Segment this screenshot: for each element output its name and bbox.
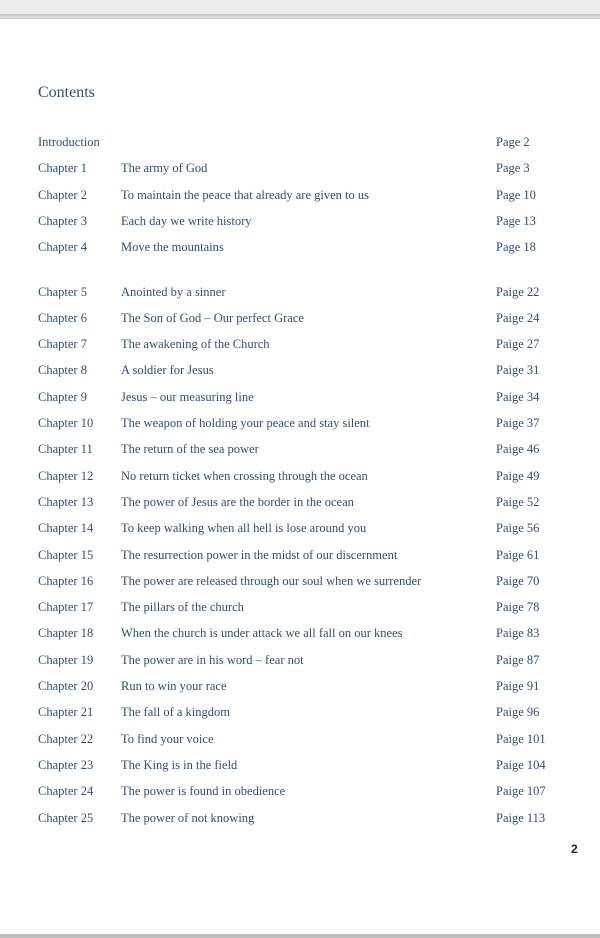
toc-chapter-title: The Son of God – Our perfect Grace <box>121 311 304 325</box>
toc-entry <box>0 545 600 565</box>
toc-chapter-title: The army of God <box>121 161 208 175</box>
toc-entry <box>0 808 600 828</box>
toc-chapter-title: Move the mountains <box>121 240 224 254</box>
toc-page-ref: Paige 83 <box>496 626 540 640</box>
toc-entry <box>0 132 600 152</box>
toc-page-ref: Paige 87 <box>496 653 540 667</box>
toc-chapter-title: Run to win your race <box>121 679 227 693</box>
toc-chapter-label: Chapter 14 <box>38 521 94 535</box>
viewer-top-strip <box>0 0 600 16</box>
toc-page-ref: Paige 49 <box>496 469 540 483</box>
toc-page-ref: Paige 113 <box>496 811 546 825</box>
toc-chapter-title: Each day we write history <box>121 214 252 228</box>
toc-chapter-label: Chapter 10 <box>38 416 94 430</box>
toc-entry <box>0 597 600 617</box>
toc-page-ref: Paige 70 <box>496 574 540 588</box>
toc-entry <box>0 466 600 486</box>
toc-entry <box>0 158 600 178</box>
toc-page-ref: Paige 22 <box>496 285 540 299</box>
toc-chapter-title: The power is found in obedience <box>121 784 286 798</box>
toc-page-ref: Paige 56 <box>496 521 540 535</box>
toc-entry <box>0 360 600 380</box>
toc-page-ref: Page 13 <box>496 214 536 228</box>
viewer-bottom-strip <box>0 934 600 938</box>
toc-entry <box>0 781 600 801</box>
toc-chapter-title: A soldier for Jesus <box>121 363 214 377</box>
toc-page-ref: Page 2 <box>496 135 530 149</box>
toc-entry <box>0 334 600 354</box>
toc-chapter-title: The resurrection power in the midst of our discernment <box>121 548 398 562</box>
toc-chapter-title: The power are released through our soul when we surrender <box>121 574 422 588</box>
toc-entry <box>0 650 600 670</box>
toc-chapter-label: Chapter 19 <box>38 653 94 667</box>
toc-page-ref: Paige 37 <box>496 416 540 430</box>
toc-chapter-title: The weapon of holding your peace and stay silent <box>121 416 370 430</box>
toc-page-ref: Paige 52 <box>496 495 540 509</box>
toc-entry <box>0 571 600 591</box>
toc-entry <box>0 755 600 775</box>
page-title: Contents <box>38 84 95 101</box>
toc-entry <box>0 492 600 512</box>
toc-entry <box>0 702 600 722</box>
toc-entry <box>0 237 600 257</box>
toc-page-ref: Page 3 <box>496 161 530 175</box>
toc-entry <box>0 387 600 407</box>
toc-chapter-title: The fall of a kingdom <box>121 705 230 719</box>
toc-chapter-label: Chapter 8 <box>38 363 87 377</box>
toc-entry <box>0 185 600 205</box>
toc-chapter-title: The awakening of the Church <box>121 337 270 351</box>
toc-chapter-label: Chapter 25 <box>38 811 94 825</box>
toc-chapter-label: Chapter 13 <box>38 495 94 509</box>
toc-entry <box>0 676 600 696</box>
toc-chapter-label: Chapter 16 <box>38 574 94 588</box>
toc-chapter-title: When the church is under attack we all fall on our knees <box>121 626 403 640</box>
toc-chapter-label: Chapter 3 <box>38 214 87 228</box>
toc-chapter-title: To keep walking when all hell is lose around you <box>121 521 367 535</box>
toc-entry <box>0 211 600 231</box>
toc-page-ref: Paige 46 <box>496 442 540 456</box>
toc-page-ref: Paige 31 <box>496 363 540 377</box>
toc-chapter-label: Chapter 1 <box>38 161 87 175</box>
toc-chapter-label: Chapter 23 <box>38 758 94 772</box>
toc-chapter-label: Chapter 4 <box>38 240 87 254</box>
toc-page-ref: Paige 27 <box>496 337 540 351</box>
toc-chapter-title: The power are in his word – fear not <box>121 653 304 667</box>
toc-page-ref: Paige 101 <box>496 732 546 746</box>
toc-page-ref: Paige 24 <box>496 311 540 325</box>
toc-chapter-title: The King is in the field <box>121 758 238 772</box>
toc-entry <box>0 729 600 749</box>
toc-page-ref: Paige 91 <box>496 679 540 693</box>
toc-chapter-label: Chapter 5 <box>38 285 87 299</box>
toc-entry <box>0 623 600 643</box>
toc-chapter-label: Chapter 21 <box>38 705 94 719</box>
toc-page-ref: Paige 34 <box>496 390 540 404</box>
toc-entry <box>0 413 600 433</box>
toc-page-ref: Paige 78 <box>496 600 540 614</box>
toc-chapter-label: Chapter 7 <box>38 337 87 351</box>
toc-chapter-label: Chapter 18 <box>38 626 94 640</box>
toc-page-ref: Paige 96 <box>496 705 540 719</box>
toc-entry <box>0 518 600 538</box>
toc-chapter-label: Chapter 17 <box>38 600 94 614</box>
toc-page-ref: Page 18 <box>496 240 536 254</box>
toc-chapter-label: Chapter 22 <box>38 732 94 746</box>
toc-chapter-label: Chapter 2 <box>38 188 87 202</box>
toc-chapter-label: Introduction <box>38 135 100 149</box>
toc-chapter-label: Chapter 15 <box>38 548 94 562</box>
toc-chapter-label: Chapter 20 <box>38 679 94 693</box>
toc-page-ref: Paige 104 <box>496 758 546 772</box>
toc-chapter-label: Chapter 9 <box>38 390 87 404</box>
toc-chapter-label: Chapter 24 <box>38 784 94 798</box>
toc-chapter-title: To maintain the peace that already are given to us <box>121 188 369 202</box>
toc-chapter-title: No return ticket when crossing through the ocean <box>121 469 368 483</box>
toc-chapter-title: The power of Jesus are the border in the ocean <box>121 495 354 509</box>
toc-entry <box>0 308 600 328</box>
toc-entry <box>0 282 600 302</box>
toc-page-ref: Page 10 <box>496 188 536 202</box>
toc-chapter-label: Chapter 11 <box>38 442 93 456</box>
toc-page-ref: Paige 107 <box>496 784 546 798</box>
toc-chapter-label: Chapter 12 <box>38 469 94 483</box>
toc-chapter-title: Jesus – our measuring line <box>121 390 254 404</box>
toc-chapter-title: Anointed by a sinner <box>121 285 226 299</box>
toc-page-ref: Paige 61 <box>496 548 540 562</box>
page-number: 2 <box>571 842 578 856</box>
toc-chapter-label: Chapter 6 <box>38 311 87 325</box>
toc-chapter-title: The power of not knowing <box>121 811 255 825</box>
toc-chapter-title: To find your voice <box>121 732 214 746</box>
toc-chapter-title: The return of the sea power <box>121 442 259 456</box>
toc-chapter-title: The pillars of the church <box>121 600 244 614</box>
toc-entry <box>0 439 600 459</box>
